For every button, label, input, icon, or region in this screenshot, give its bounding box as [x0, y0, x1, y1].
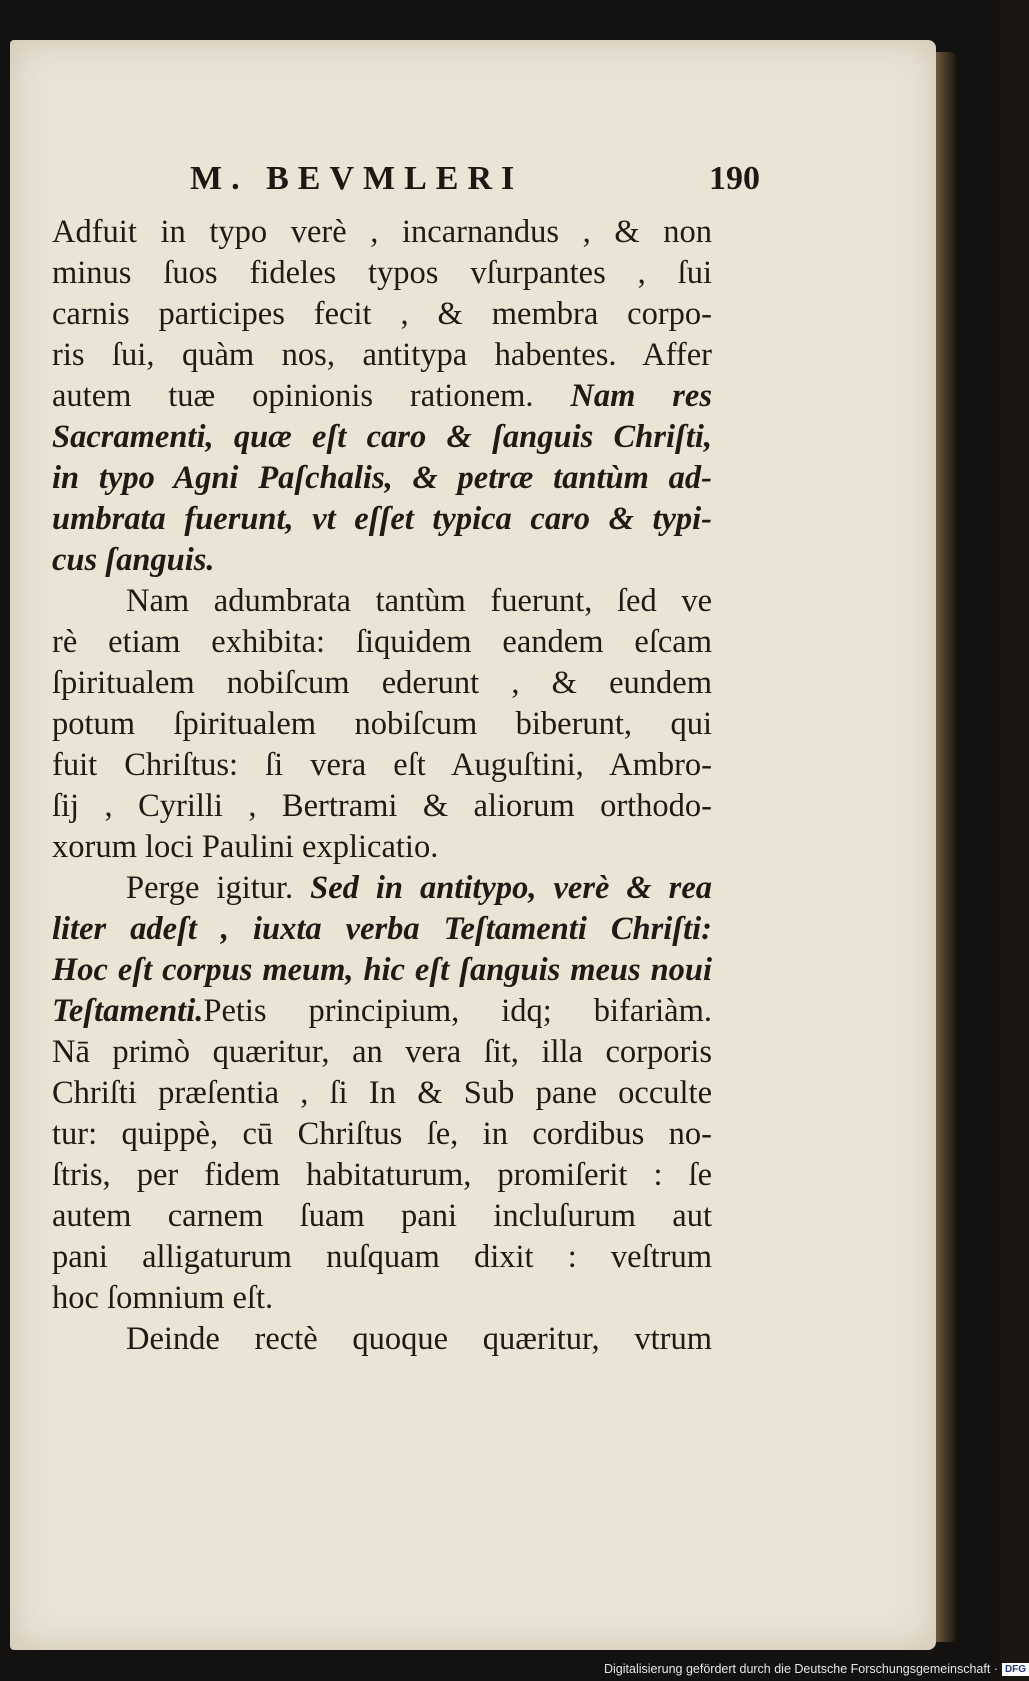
text-line — [52, 294, 712, 335]
text-segment: Nam adumbrata tantùm fuerunt, ſed ve — [126, 583, 712, 619]
text-segment: Nā primò quæritur, an vera ſit, illa corporis — [52, 1034, 712, 1070]
text-line — [52, 991, 712, 1032]
page-number: 190 — [709, 160, 760, 197]
text-line — [52, 1073, 712, 1114]
text-segment: ſij , Cyrilli , Bertrami & aliorum orthodo- — [52, 788, 712, 824]
running-header — [190, 160, 760, 208]
text-segment: hoc ſomnium eſt. — [52, 1280, 274, 1316]
text-segment: Deinde rectè quoque quæritur, vtrum — [126, 1321, 712, 1357]
text-segment: tur: quippè, cū Chriſtus ſe, in cordibus no- — [52, 1116, 712, 1152]
text-segment: rè etiam exhibita: ſiquidem eandem eſcam — [52, 624, 712, 660]
text-line — [52, 745, 712, 786]
text-line — [52, 581, 712, 622]
body-text — [52, 212, 712, 1360]
text-line — [52, 1032, 712, 1073]
text-segment: autem carnem ſuam pani incluſurum aut — [52, 1198, 712, 1234]
text-line — [52, 704, 712, 745]
text-segment: Perge igitur. — [126, 870, 311, 906]
text-line — [52, 1155, 712, 1196]
text-segment: potum ſpiritualem nobiſcum biberunt, qui — [52, 706, 712, 742]
text-line — [52, 253, 712, 294]
text-segment: pani alligaturum nuſquam dixit : veſtrum — [52, 1239, 712, 1275]
text-line — [52, 1196, 712, 1237]
text-line — [52, 827, 712, 868]
text-line — [52, 212, 712, 253]
text-segment: carnis participes fecit , & membra corpo- — [52, 296, 712, 332]
text-line — [52, 417, 712, 458]
digitization-credit — [604, 1662, 1029, 1678]
text-line — [52, 1278, 712, 1319]
italic-text-segment: in typo Agni Paſchalis, & petræ tantùm ad- — [52, 460, 712, 496]
text-segment: Chriſti præſentia , ſi In & Sub pane occulte — [52, 1075, 712, 1111]
book-page-edge — [936, 52, 956, 1642]
text-line — [52, 1319, 712, 1360]
text-line — [52, 1114, 712, 1155]
italic-text-segment: Sacramenti, quæ eſt caro & ſanguis Chriſti, — [52, 419, 712, 455]
text-line — [52, 622, 712, 663]
italic-text-segment: Nam res — [570, 378, 712, 414]
italic-text-segment: Hoc eſt corpus meum, hic eſt ſanguis meus noui — [52, 952, 712, 988]
dfg-logo: DFG — [1002, 1663, 1029, 1676]
text-line — [52, 335, 712, 376]
credit-text: Digitalisierung gefördert durch die Deutsche Forschungsgemeinschaft · — [604, 1662, 998, 1676]
text-line — [52, 540, 712, 581]
text-segment: ſpiritualem nobiſcum ederunt , & eundem — [52, 665, 712, 701]
text-line — [52, 663, 712, 704]
text-line — [52, 950, 712, 991]
text-line — [52, 376, 712, 417]
text-line — [52, 458, 712, 499]
text-line — [52, 909, 712, 950]
italic-text-segment: liter adeſt , iuxta verba Teſtamenti Chriſti: — [52, 911, 712, 947]
text-segment: ſtris, per fidem habitaturum, promiſerit : ſe — [52, 1157, 712, 1193]
text-line — [52, 1237, 712, 1278]
text-segment: Petis principium, idq; bifariàm. — [203, 993, 712, 1029]
italic-text-segment: Sed in antitypo, verè & rea — [310, 870, 712, 906]
text-line — [52, 499, 712, 540]
running-title: M. BEVMLERI — [190, 160, 524, 197]
text-line — [52, 868, 712, 909]
text-segment: Adfuit in typo verè , incarnandus , & non — [52, 214, 712, 250]
text-segment: autem tuæ opinionis rationem. — [52, 378, 571, 414]
italic-text-segment: cus ſanguis. — [52, 542, 215, 578]
text-segment: minus ſuos fideles typos vſurpantes , ſui — [52, 255, 712, 291]
text-segment: ris ſui, quàm nos, antitypa habentes. Affer — [52, 337, 712, 373]
text-segment: xorum loci Paulini explicatio. — [52, 829, 439, 865]
italic-text-segment: Teſtamenti. — [52, 993, 204, 1029]
text-segment: fuit Chriſtus: ſi vera eſt Auguſtini, Ambro- — [52, 747, 712, 783]
italic-text-segment: umbrata fuerunt, vt eſſet typica caro & typi- — [52, 501, 712, 537]
text-line — [52, 786, 712, 827]
